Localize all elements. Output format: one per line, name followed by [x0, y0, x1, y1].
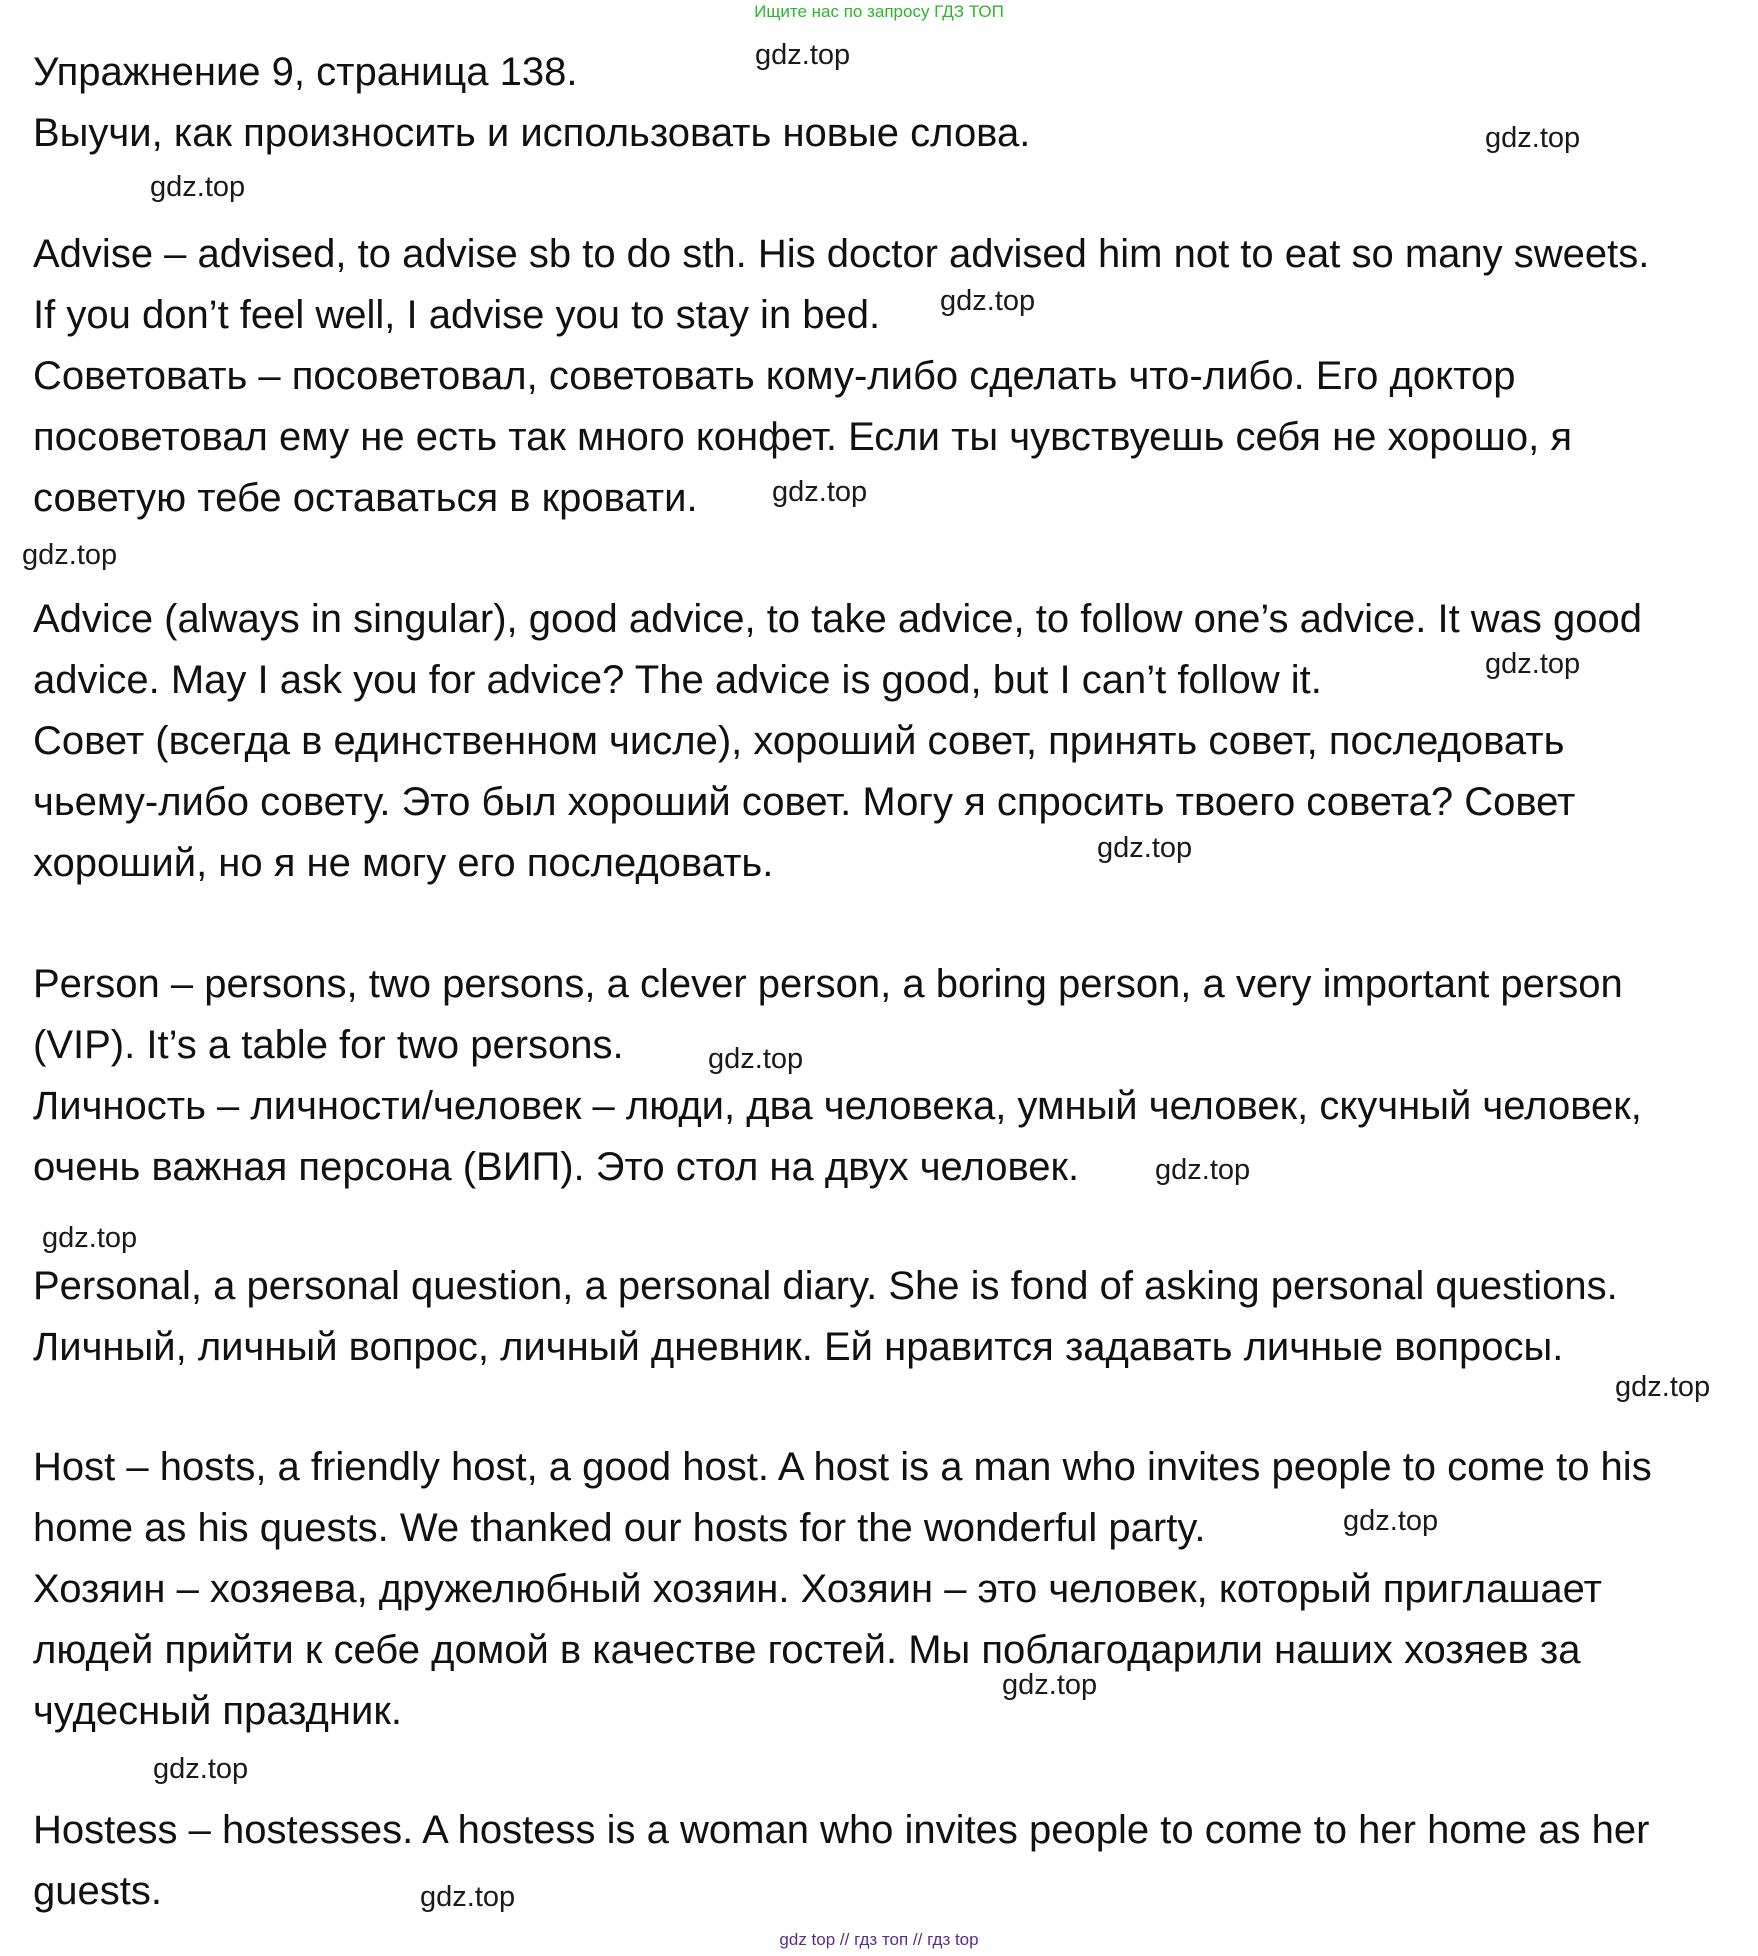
watermark: gdz.top: [150, 171, 246, 203]
text-line: (VIP). It’s a table for two persons.: [33, 1023, 624, 1067]
exercise-title: Упражнение 9, страница 138.: [33, 50, 578, 94]
watermark: gdz.top: [1485, 122, 1581, 154]
watermark: gdz.top: [755, 39, 851, 71]
watermark: gdz.top: [22, 539, 118, 571]
text-line: хороший, но я не могу его последовать.: [33, 841, 774, 885]
watermark: gdz.top: [1155, 1154, 1251, 1186]
watermark: gdz.top: [772, 476, 868, 508]
text-line: If you don’t feel well, I advise you to stay in bed.: [33, 293, 881, 337]
text-line: посоветовал ему не есть так много конфет. Если ты чувствуешь себя не хорошо, я: [33, 415, 1573, 459]
instruction: Выучи, как произносить и использовать новые слова.: [33, 111, 1031, 155]
watermark: gdz.top: [940, 285, 1036, 317]
watermark: gdz.top: [153, 1753, 249, 1785]
text-line: очень важная персона (ВИП). Это стол на двух человек.: [33, 1145, 1080, 1189]
footer-links: gdz top // гдз топ // гдз top: [779, 1930, 979, 1949]
text-line: Person – persons, two persons, a clever person, a boring person, a very important person: [33, 962, 1623, 1006]
watermark: gdz.top: [1002, 1669, 1098, 1701]
text-line: Advice (always in singular), good advice, to take advice, to follow one’s advice. It was good: [33, 597, 1643, 641]
text-line: Personal, a personal question, a personal diary. She is fond of asking personal questions.: [33, 1264, 1618, 1308]
watermark: gdz.top: [420, 1881, 516, 1913]
text-line: чьему-либо совету. Это был хороший совет. Могу я спросить твоего совета? Совет: [33, 780, 1576, 824]
text-line: Hostess – hostesses. A hostess is a woman who invites people to come to her home as her: [33, 1808, 1650, 1852]
text-line: Советовать – посоветовал, советовать кому-либо сделать что-либо. Его доктор: [33, 354, 1516, 398]
watermark: gdz.top: [1343, 1505, 1439, 1537]
watermark: gdz.top: [1485, 648, 1581, 680]
text-line: Личность – личности/человек – люди, два человека, умный человек, скучный человек,: [33, 1084, 1642, 1128]
top-banner: Ищите нас по запросу ГДЗ ТОП: [754, 2, 1004, 21]
text-line: Совет (всегда в единственном числе), хороший совет, принять совет, последовать: [33, 719, 1565, 763]
text-line: guests.: [33, 1869, 162, 1913]
watermark: gdz.top: [1097, 832, 1193, 864]
watermark: gdz.top: [708, 1043, 804, 1075]
text-line: Advise – advised, to advise sb to do sth. His doctor advised him not to eat so many sweets.: [33, 232, 1650, 276]
text-line: advice. May I ask you for advice? The advice is good, but I can’t follow it.: [33, 658, 1322, 702]
text-line: Host – hosts, a friendly host, a good host. A host is a man who invites people to come to his: [33, 1445, 1652, 1489]
text-line: Хозяин – хозяева, дружелюбный хозяин. Хозяин – это человек, который приглашает: [33, 1567, 1602, 1611]
text-line: людей прийти к себе домой в качестве гостей. Мы поблагодарили наших хозяев за: [33, 1628, 1581, 1672]
text-line: home as his quests. We thanked our hosts for the wonderful party.: [33, 1506, 1206, 1550]
text-line: чудесный праздник.: [33, 1689, 402, 1733]
text-line: советую тебе оставаться в кровати.: [33, 476, 698, 520]
watermark: gdz.top: [1615, 1371, 1711, 1403]
watermark: gdz.top: [42, 1222, 138, 1254]
text-line: Личный, личный вопрос, личный дневник. Ей нравится задавать личные вопросы.: [33, 1325, 1564, 1369]
